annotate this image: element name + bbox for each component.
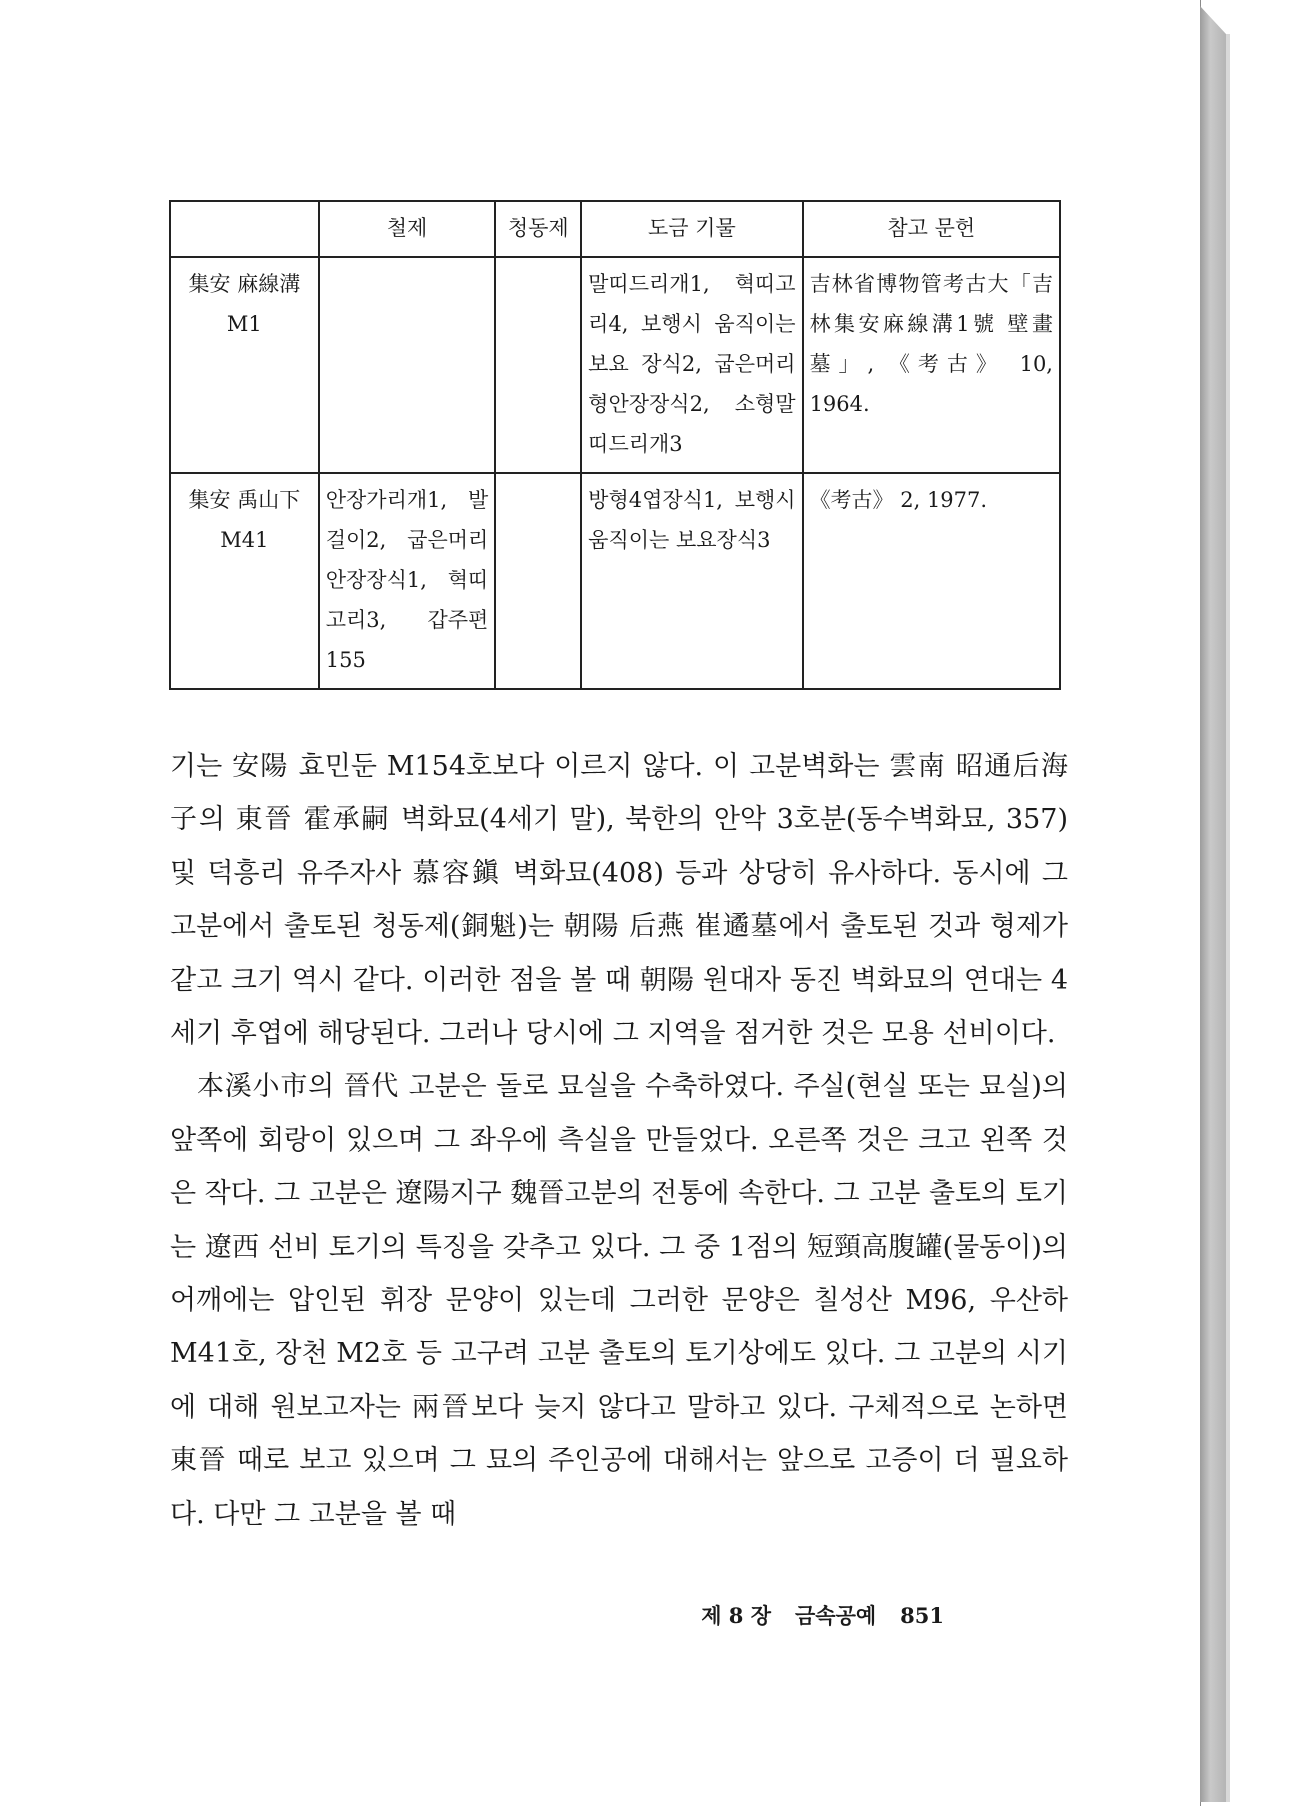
table-row	[170, 473, 1060, 689]
table-row	[170, 257, 1060, 473]
body-text	[170, 740, 1068, 1541]
iron-items-cell	[319, 257, 496, 473]
tomb-name-cell	[170, 473, 319, 689]
reference-table	[169, 200, 1061, 690]
chapter-label: 제 8 장	[701, 1603, 771, 1628]
chapter-title: 금속공예	[795, 1603, 877, 1628]
gilt-items-cell: 방형4엽장식1, 보행시 움직이는 보요장식3	[581, 473, 802, 689]
header-reference: 참고 문헌	[803, 201, 1060, 257]
header-iron: 철제	[319, 201, 496, 257]
header-gilt: 도금 기물	[581, 201, 802, 257]
paragraph: 本溪小市의 晉代 고분은 돌로 묘실을 수축하였다. 주실(현실 또는 묘실)의 앞쪽에 회랑이 있으며 그 좌우에 측실을 만들었다. 오른쪽 것은 크고 왼쪽 것은 작다. 그 고분은 遼陽지구 魏晉고분의 전통에 속한다. 그 고분 출토의 토기는 遼西 선비 토기의 특징을 갖추고 있다. 그 중 1점의 短頸高腹罐(물동이)의 어깨에는 압인된 휘장 문양이 있는데 그러한 문양은 칠성산 M96, 우산하 M41호, 장천 M2호 등 고구려 고분 출토의 토기상에도 있다. 그 고분의 시기에 대해 원보고자는 兩晉보다 늦지 않다고 말하고 있다. 구체적으로 논하면 東晉 때로 보고 있으며 그 묘의 주인공에 대해서는 앞으로 고증이 더 필요하다. 다만 그 고분을 볼 때	[170, 1071, 1068, 1530]
bronze-items-cell	[495, 257, 581, 473]
tomb-name: 集安 麻線溝	[188, 272, 301, 296]
page-edge	[1200, 6, 1226, 1802]
tomb-number: M1	[226, 312, 262, 336]
paragraph: 기는 安陽 효민둔 M154호보다 이르지 않다. 이 고분벽화는 雲南 昭通后海子의 東晉 霍承嗣 벽화묘(4세기 말), 북한의 안악 3호분(동수벽화묘, 357) 및 덕흥리 유주자사 慕容鎭 벽화묘(408) 등과 상당히 유사하다. 동시에 그 고분에서 출토된 청동제(銅魁)는 朝陽 后燕 崔遹墓에서 출토된 것과 형제가 같고 크기 역시 같다. 이러한 점을 볼 때 朝陽 원대자 동진 벽화묘의 연대는 4세기 후엽에 해당된다. 그러나 당시에 그 지역을 점거한 것은 모용 선비이다.	[170, 751, 1068, 1050]
gilt-items-cell: 말띠드리개1, 혁띠고리4, 보행시 움직이는 보요 장식2, 굽은머리형안장장식2, 소형말띠드리개3	[581, 257, 802, 473]
tomb-name-cell	[170, 257, 319, 473]
bronze-items-cell	[495, 473, 581, 689]
page-number: 851	[900, 1603, 944, 1628]
tomb-number: M41	[220, 528, 269, 552]
page-footer	[677, 1600, 944, 1630]
iron-items-cell: 안장가리개1, 발걸이2, 굽은머리안장장식1, 혁띠 고리3, 갑주편 155	[319, 473, 496, 689]
reference-cell: 吉林省博物管考古大「吉林集安麻線溝1號 壁畫墓」, 《考古》 10, 1964.	[803, 257, 1060, 473]
table-header-row	[170, 201, 1060, 257]
page-edge-shadow	[1226, 34, 1230, 1802]
header-cell-empty	[170, 201, 319, 257]
tomb-name: 集安 禹山下	[188, 488, 301, 512]
reference-cell: 《考古》 2, 1977.	[803, 473, 1060, 689]
header-bronze: 청동제	[495, 201, 581, 257]
